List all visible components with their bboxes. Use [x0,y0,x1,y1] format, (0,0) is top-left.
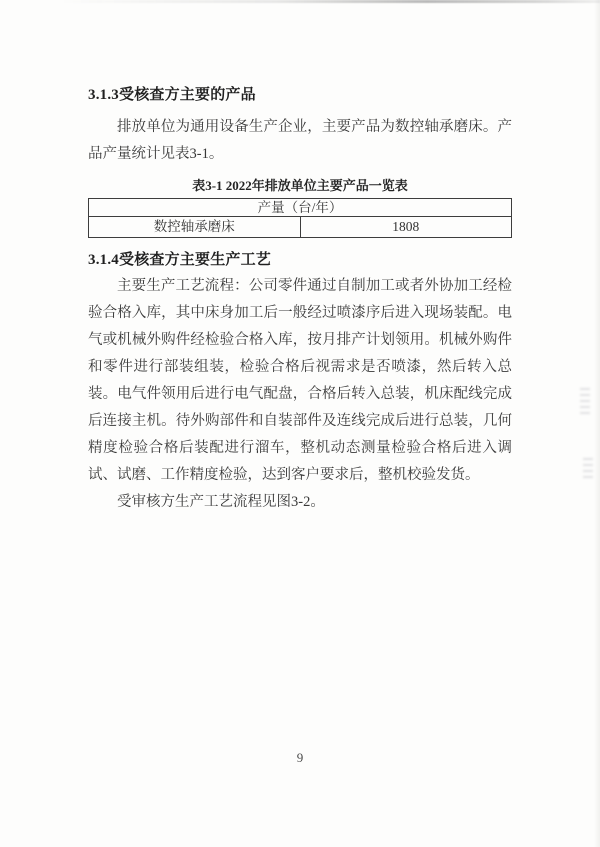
paragraph-line: 受审核方生产工艺流程见图3-2。 [117,494,325,510]
paragraph-line: 验合格入库，其中床身加工后一般经过喷漆序后进入现场装配。电 [88,305,512,321]
scan-artifact-right-edge [594,0,600,847]
scan-artifact-bleed-mark [580,388,590,416]
table-header-row [89,199,512,217]
paragraph-line: 和零件进行部装组装，检验合格后视需求是否喷漆，然后转入总 [88,359,512,375]
paragraph-line: 装。电气件领用后进行电气配盘，合格后转入总装，机床配线完成 [88,386,512,402]
product-output-table [88,198,512,238]
paragraph-process-flow [88,273,512,489]
product-name-cell: 数控轴承磨床 [89,217,301,238]
product-quantity-cell: 1808 [300,217,512,238]
paragraph-line: 排放单位为通用设备生产企业，主要产品为数控轴承磨床。产 [117,119,512,135]
page-content [88,84,512,516]
paragraph-closing [88,489,512,516]
table-header-cell: 产量（台/年） [89,199,512,217]
paragraph-line: 气或机械外购件经检验合格入库，按月排产计划领用。机械外购件 [88,332,512,348]
paragraph-line: 试、试磨、工作精度检验，达到客户要求后，整机校验发货。 [88,467,480,483]
page-number: 9 [296,750,304,765]
scan-artifact-top-smudge [60,0,600,3]
paragraph-products [88,114,512,168]
paragraph-line: 主要生产工艺流程：公司零件通过自制加工或者外协加工经检 [117,278,512,294]
paragraph-line: 后连接主机。待外购部件和自装部件及连线完成后进行总装，几何 [88,413,512,429]
table-row [89,217,512,238]
section-heading-3-1-3: 3.1.3受核查方主要的产品 [88,87,256,103]
paragraph-line: 品产量统计见表3-1。 [88,146,224,162]
paragraph-line: 精度检验合格后装配进行溜车，整机动态测量检验合格后进入调 [88,440,512,456]
table-caption: 表3-1 2022年排放单位主要产品一览表 [192,178,408,193]
section-heading-3-1-4: 3.1.4受核查方主要生产工艺 [88,252,272,268]
scan-artifact-bleed-mark [583,458,593,482]
